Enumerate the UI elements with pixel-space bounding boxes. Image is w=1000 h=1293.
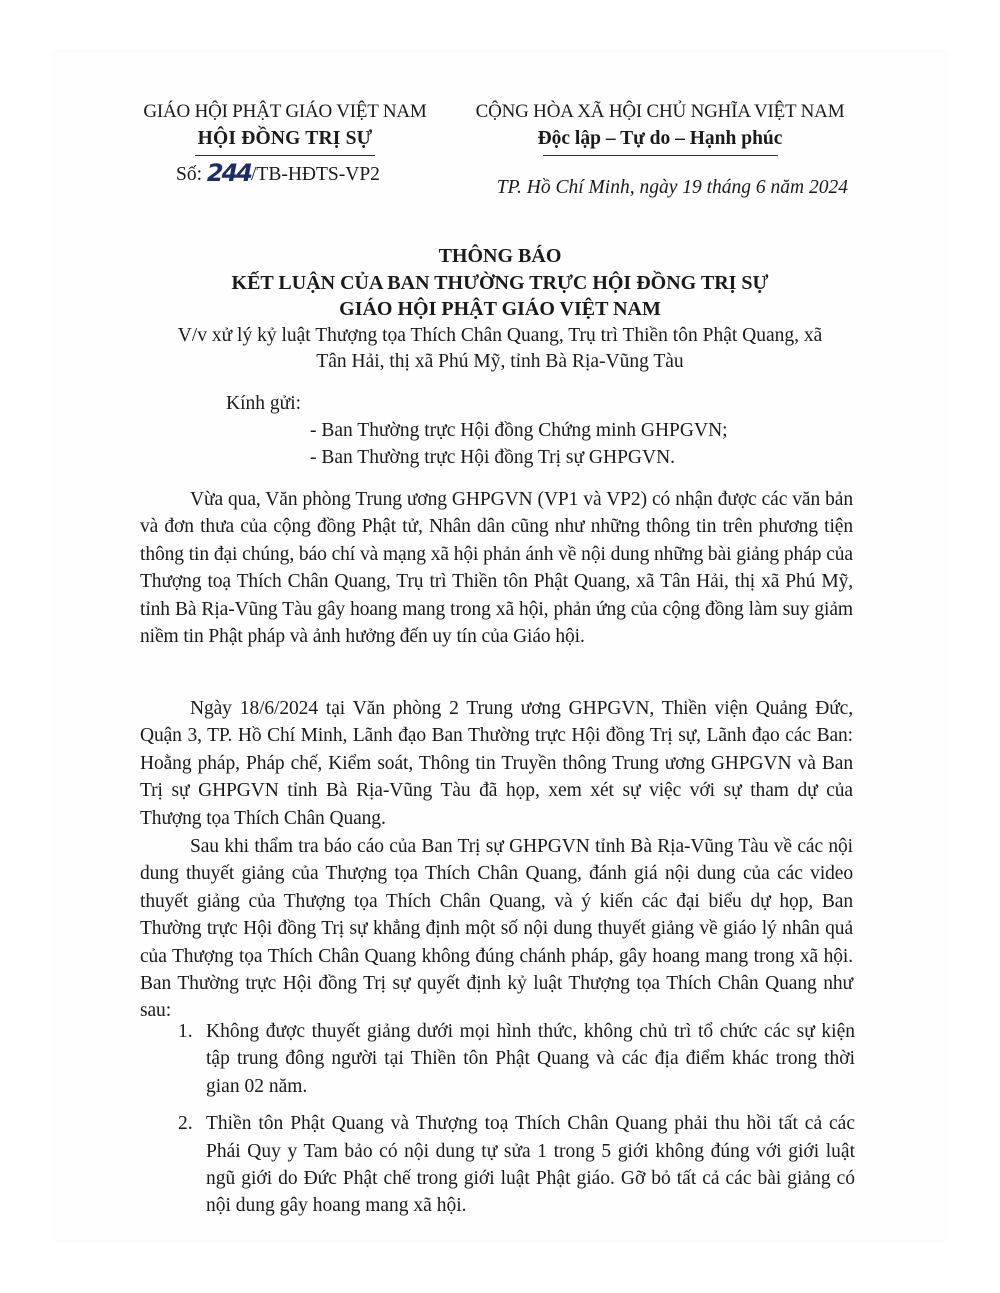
nation-name: CỘNG HÒA XÃ HỘI CHỦ NGHĨA VIỆT NAM <box>475 101 845 122</box>
document-title-block <box>130 243 870 375</box>
decision-item <box>172 1018 855 1100</box>
motto-divider <box>543 155 778 156</box>
national-motto: Độc lập – Tự do – Hạnh phúc <box>537 128 783 149</box>
document-title-org: GIÁO HỘI PHẬT GIÁO VIỆT NAM <box>339 298 661 320</box>
document-title: KẾT LUẬN CỦA BAN THƯỜNG TRỰC HỘI ĐỒNG TRỊ SỰ <box>231 271 769 294</box>
decision-item <box>172 1110 855 1220</box>
national-header <box>460 98 860 156</box>
decision-number: 1. <box>178 1021 193 1042</box>
recipient-item: - Ban Thường trực Hội đồng Chứng minh GHPGVN; <box>310 420 728 441</box>
decision-text: Thiền tôn Phật Quang và Thượng toạ Thích Chân Quang phải thu hồi tất cả các Phái Quy y Tam bảo có nội dung tự sửa 1 trong 5 giới không đúng với giới luật ngũ giới do Đức Phật chế trong giới luật Phật giáo. Gỡ bỏ tất cả các bài giảng có nội dung gây hoang mang xã hội. <box>206 1113 855 1217</box>
decision-list <box>172 1018 855 1230</box>
dateline: TP. Hồ Chí Minh, ngày 19 tháng 6 năm 2024 <box>496 177 848 198</box>
subject-line-1: V/v xử lý kỷ luật Thượng tọa Thích Chân Quang, Trụ trì Thiền tôn Phật Quang, xã <box>177 324 823 346</box>
document-number <box>176 158 380 186</box>
body-paragraph: Ngày 18/6/2024 tại Văn phòng 2 Trung ương GHPGVN, Thiền viện Quảng Đức, Quận 3, TP. Hồ Chí Minh, Lãnh đạo Ban Thường trực Hội đồng Trị sự, Lãnh đạo các Ban: Hoằng pháp, Pháp chế, Kiểm soát, Thông tin Truyền thông Trung ương GHPGVN và Ban Trị sự GHPGVN tỉnh Bà Rịa-Vũng Tàu đã họp, xem xét sự việc với sự tham dự của Thượng tọa Thích Chân Quang. <box>140 698 853 829</box>
body-paragraph: Sau khi thẩm tra báo cáo của Ban Trị sự GHPGVN tỉnh Bà Rịa-Vũng Tàu về các nội dung thuyết giảng của Thượng tọa Thích Chân Quang, đánh giá nội dung của các video thuyết giảng của Thượng tọa Thích Chân Quang, và ý kiến các đại biểu dự họp, Ban Thường trực Hội đồng Trị sự khẳng định một số nội dung thuyết giảng về giáo lý nhân quả của Thượng tọa Thích Chân Quang không đúng chánh pháp, gây hoang mang trong xã hội. Ban Thường trực Hội đồng Trị sự quyết định kỷ luật Thượng tọa Thích Chân Quang như sau: <box>140 836 853 1022</box>
subject-line-2: Tân Hải, thị xã Phú Mỹ, tỉnh Bà Rịa-Vũng Tàu <box>316 350 684 372</box>
header-divider <box>195 155 375 156</box>
issuer-header <box>130 98 440 156</box>
organization-name: GIÁO HỘI PHẬT GIÁO VIỆT NAM <box>143 101 427 122</box>
doc-number-suffix: /TB-HĐTS-VP2 <box>251 164 380 185</box>
decision-text: Không được thuyết giảng dưới mọi hình thức, không chủ trì tổ chức các sự kiện tập trung đông người tại Thiền tôn Phật Quang và các địa điểm khác trong thời gian 02 năm. <box>206 1021 855 1097</box>
doc-number-label: Số: <box>176 164 203 185</box>
body-paragraph: Vừa qua, Văn phòng Trung ương GHPGVN (VP1 và VP2) có nhận được các văn bản và đơn thưa của cộng đồng Phật tử, Nhân dân cũng như những thông tin trên phương tiện thông tin đại chúng, báo chí và mạng xã hội phản ánh về nội dung những bài giảng pháp của Thượng toạ Thích Chân Quang, Trụ trì Thiền tôn Phật Quang, xã Tân Hải, thị xã Phú Mỹ, tỉnh Bà Rịa-Vũng Tàu gây hoang mang trong xã hội, phản ứng của cộng đồng làm suy giảm niềm tin Phật pháp và ảnh hưởng đến uy tín của Giáo hội. <box>140 489 853 648</box>
council-name: HỘI ĐỒNG TRỊ SỰ <box>197 128 373 149</box>
greeting: Kính gửi: <box>226 393 302 414</box>
doc-number-handwritten: 244 <box>206 159 251 187</box>
recipient-list <box>310 417 728 471</box>
recipient-item: - Ban Thường trực Hội đồng Trị sự GHPGVN. <box>310 447 676 468</box>
document-type: THÔNG BÁO <box>438 245 562 267</box>
decision-number: 2. <box>178 1113 193 1135</box>
